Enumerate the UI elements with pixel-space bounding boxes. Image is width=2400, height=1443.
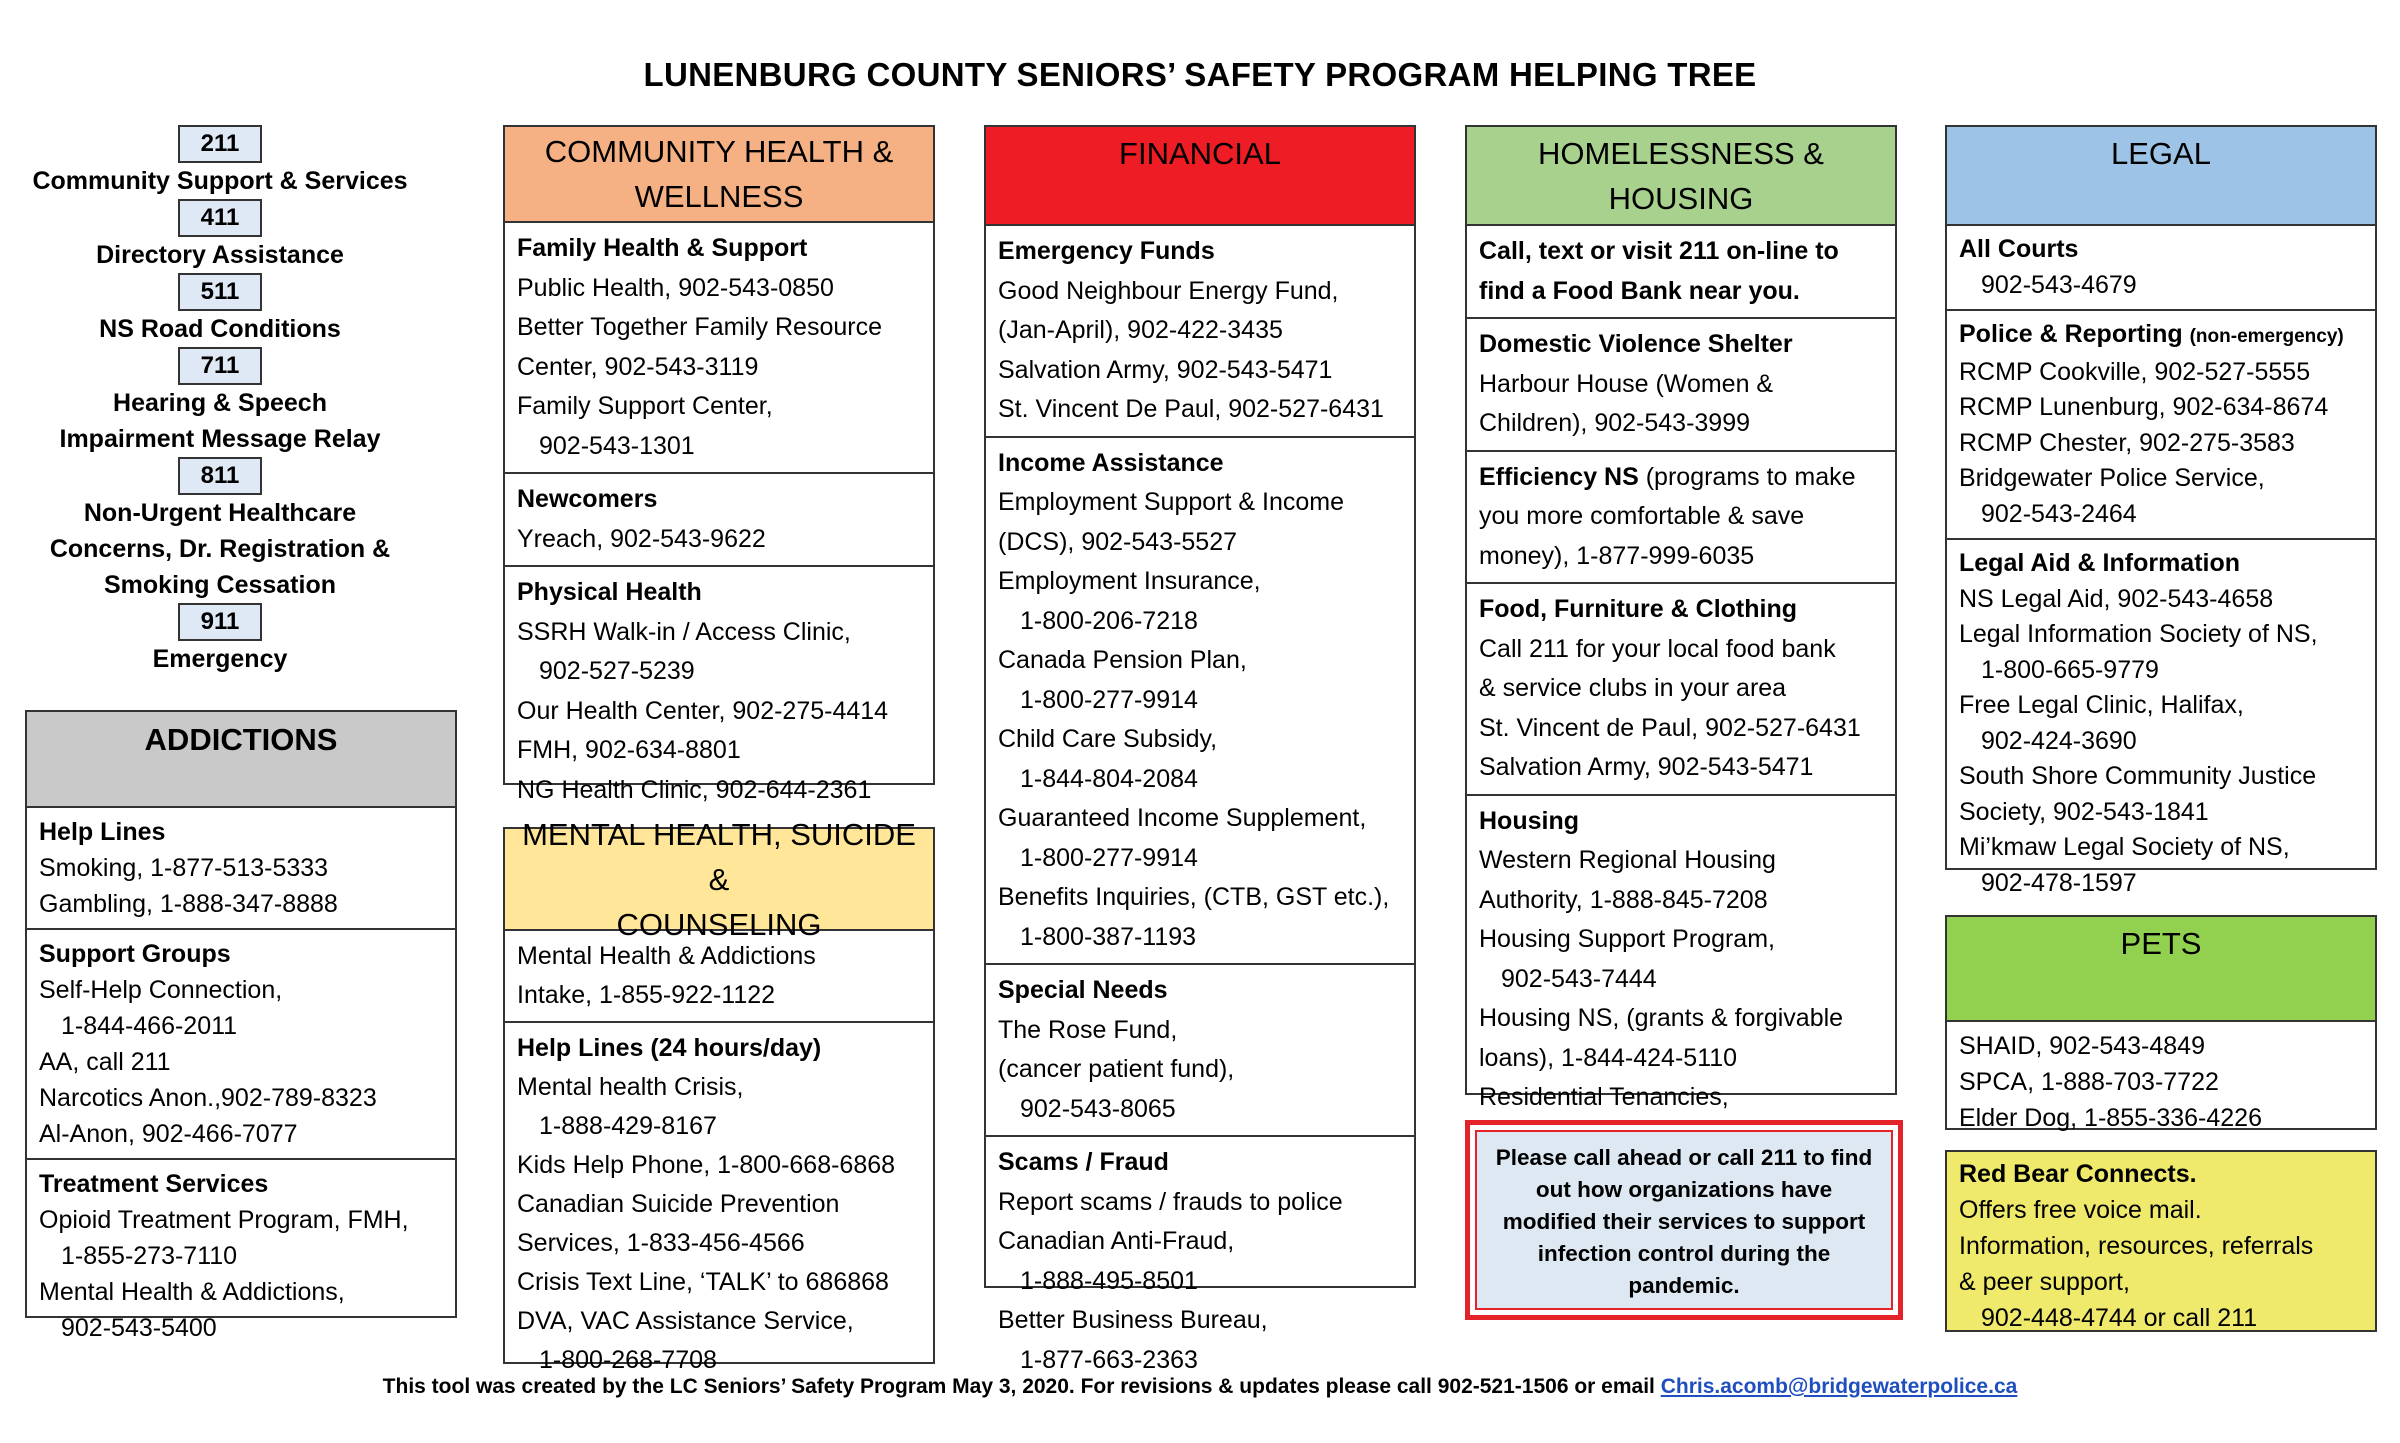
legal-section-line: 902-478-1597 [1981,868,2137,897]
community_health-section-line: Yreach, 902-543-9622 [517,524,766,553]
community_health-title-line: COMMUNITY HEALTH & [544,134,894,169]
mental_health-section-line: Kids Help Phone, 1-800-668-6868 [517,1151,896,1179]
legal-section [1947,311,2375,540]
financial-section-heading [998,232,1402,272]
community_health-section-heading [517,480,921,520]
phone-code-number: 511 [178,273,262,311]
financial-section-line: Salvation Army, 902-543-5471 [998,355,1333,384]
housing-section-line: Children), 902-543-3999 [1479,409,1751,437]
phone-code-description: Non-Urgent Healthcare [83,499,357,527]
mental_health-section-line: Canadian Suicide Prevention [517,1190,840,1218]
mental_health-section-line: Intake, 1-855-922-1122 [517,981,776,1009]
legal-section-line: 1-800-665-9779 [1981,655,2159,684]
housing-section-line: Housing Support Program, [1479,925,1775,953]
pets-box [1945,915,2377,1130]
addictions-section-line: 1-844-466-2011 [61,1012,238,1040]
phone-code-number: 911 [178,603,262,641]
financial-section-line: Guaranteed Income Supplement, [998,804,1367,832]
community-health-header [505,127,933,223]
financial-box [984,125,1416,1374]
financial-section-heading-text: Special Needs [998,976,1168,1004]
addictions-section-heading [39,936,443,972]
legal-section-line: Bridgewater Police Service, [1959,464,2265,492]
phone-code-description: Smoking Cessation [104,571,336,599]
financial-section-heading [998,1143,1402,1183]
addictions-section [27,930,455,1160]
financial-section-line: (DCS), 902-543-5527 [998,527,1238,556]
addictions-section-line: AA, call 211 [39,1048,171,1076]
financial-section-line: 1-800-387-1193 [1020,922,1197,951]
housing-section [1467,584,1895,796]
red-bear-line: Offers free voice mail. [1959,1196,2202,1224]
housing-section-heading [1479,325,1883,365]
community_health-section-heading-text: Physical Health [517,578,702,606]
addictions-section-line: Al-Anon, 902-466-7077 [39,1120,298,1148]
housing-section-heading-text: Efficiency NS [1479,462,1639,491]
community_health-section [505,474,933,567]
addictions-section-heading [39,1166,443,1202]
community_health-section-heading [517,229,921,269]
addictions-section-heading-text: Help Lines [39,818,166,846]
footer-text: This tool was created by the LC Seniors’ Safety Program May 3, 2020. For revisions & updates please call 902-521-1506 or email [382,1375,1655,1398]
phone-code-entry [0,199,440,273]
legal-section [1947,540,2375,907]
housing-section-line: Western Regional Housing [1479,846,1776,874]
addictions-box [25,710,457,1342]
addictions-section [27,808,455,930]
pandemic-notice-text: Please call ahead or call 211 to find out how organizations have modified their services to support infection control during the pandemic. [1475,1130,1893,1310]
financial-section [986,226,1414,438]
phone-code-description: Community Support & Services [32,167,408,195]
phone-code-entry [0,347,440,457]
housing-header [1467,127,1895,226]
mental_health-section-line: Mental health Crisis, [517,1073,744,1101]
financial-section-line: Employment Insurance, [998,567,1261,595]
legal-section-note: (non-emergency) [2189,326,2344,347]
community-health-box [503,125,935,804]
financial-header [986,127,1414,226]
legal-section-line: Legal Information Society of NS, [1959,620,2318,648]
phone-code-description: NS Road Conditions [99,315,341,343]
financial-section [986,965,1414,1137]
phone-code-number: 211 [178,125,262,163]
community_health-section-heading-text: Newcomers [517,485,658,513]
footer [0,1375,2400,1399]
housing-section-heading-text: Call, text or visit 211 on-line to find a Food Bank near you. [1479,237,1839,305]
housing-section-line: Housing NS, (grants & forgivable [1479,1004,1844,1032]
financial-section-line: 902-543-8065 [1020,1094,1176,1123]
mental-health-box [503,816,935,1374]
addictions-section-heading-text: Treatment Services [39,1170,269,1198]
legal-header [1947,127,2375,226]
financial-section-line: 1-877-663-2363 [1020,1345,1198,1374]
financial-section-line: 1-888-495-8501 [1020,1266,1198,1295]
pets-section-line: SPCA, 1-888-703-7722 [1959,1068,2219,1096]
legal-section-line: NS Legal Aid, 902-543-4658 [1959,584,2274,613]
phone-code-entry [0,603,440,677]
community_health-section-line: FMH, 902-634-8801 [517,736,741,764]
phone-code-description: Impairment Message Relay [59,425,381,453]
housing-title-line: HOMELESSNESS & [1538,135,1824,171]
mental_health-section [505,1023,933,1386]
red-bear-line: & peer support, [1959,1268,2130,1296]
phone-code-number: 811 [178,457,262,495]
financial-section-line: 1-844-804-2084 [1020,764,1198,793]
legal-section-line: South Shore Community Justice [1959,762,2317,790]
financial-section-line: (cancer patient fund), [998,1055,1235,1083]
housing-section-heading [1479,590,1883,630]
red-bear-box [1945,1150,2377,1332]
legal-section-line: 902-543-2464 [1981,499,2137,528]
addictions-section [27,1160,455,1352]
financial-section-line: Child Care Subsidy, [998,725,1218,753]
community_health-section-heading-text: Family Health & Support [517,234,808,262]
mental_health-section-heading [517,1029,921,1068]
legal-section-line: 902-424-3690 [1981,726,2137,755]
financial-section-line: Good Neighbour Energy Fund, [998,276,1339,305]
housing-section-heading [1479,802,1883,842]
community_health-section [505,223,933,474]
housing-section-heading-text: Housing [1479,806,1579,835]
financial-section-line: Better Business Bureau, [998,1306,1268,1334]
phone-code-number: 711 [178,347,262,385]
financial-section-line: Report scams / frauds to police [998,1187,1343,1216]
pets-section [1947,1022,2375,1142]
legal-section-heading-text: Police & Reporting [1959,320,2183,348]
phone-code-description: Concerns, Dr. Registration & [49,535,391,563]
financial-section-heading [998,444,1402,484]
housing-section-line: loans), 1-844-424-5110 [1479,1043,1738,1072]
pets-section-line: SHAID, 902-543-4849 [1959,1032,2205,1060]
mental-health-header [505,816,933,942]
housing-section-line: Salvation Army, 902-543-5471 [1479,753,1814,781]
legal-section-heading-text: All Courts [1959,235,2079,263]
mental_health-section-line: Crisis Text Line, ‘TALK’ to 686868 [517,1268,889,1296]
financial-section-line: 1-800-277-9914 [1020,843,1198,872]
pandemic-notice [1465,1120,1903,1320]
community_health-section-line: 902-543-1301 [539,431,695,460]
phone-code-description: Emergency [152,645,288,673]
pets-section-line: Elder Dog, 1-855-336-4226 [1959,1104,2262,1132]
legal-title-line: LEGAL [2111,136,2211,171]
financial-section-line: St. Vincent De Paul, 902-527-6431 [998,395,1384,423]
community_health-section-line: Family Support Center, [517,392,773,420]
addictions-section-line: Self-Help Connection, [39,976,283,1004]
housing-section-line: (programs to make [1645,462,1856,491]
housing-section-line: you more comfortable & save [1479,502,1805,530]
mental_health-section-line: 1-800-268-7708 [539,1346,717,1374]
financial-section-heading-text: Emergency Funds [998,237,1215,265]
mental_health-title-line: MENTAL HEALTH, SUICIDE & [522,816,916,897]
housing-section [1467,452,1895,585]
legal-section-line: Society, 902-543-1841 [1959,797,2209,826]
financial-section-line: The Rose Fund, [998,1015,1178,1044]
legal-section-heading-text: Legal Aid & Information [1959,549,2241,577]
legal-section-heading [1959,232,2363,268]
addictions-header [27,712,455,808]
housing-section [1467,319,1895,452]
financial-title-line: FINANCIAL [1119,136,1281,171]
community_health-section-line: Our Health Center, 902-275-4414 [517,696,889,725]
housing-section-line: Call 211 for your local food bank [1479,634,1836,663]
legal-section-line: Mi’kmaw Legal Society of NS, [1959,833,2290,861]
housing-section-heading [1479,458,1883,498]
mental_health-title-line: COUNSELING [616,906,822,942]
red-bear-line: Information, resources, referrals [1959,1232,2314,1260]
housing-title-line: HOUSING [1608,180,1754,216]
financial-section-heading-text: Scams / Fraud [998,1148,1169,1176]
legal-section-line: Free Legal Clinic, Halifax, [1959,691,2244,719]
pets-title-line: PETS [2120,926,2202,961]
legal-section-heading [1959,317,2363,355]
housing-section-heading [1479,232,1883,311]
phone-codes-list [0,125,440,677]
phone-code-entry [0,125,440,199]
community_health-section-line: SSRH Walk-in / Access Clinic, [517,617,851,646]
housing-section [1467,796,1895,1164]
financial-section-line: Canadian Anti-Fraud, [998,1227,1235,1255]
addictions-section-line: Narcotics Anon.,902-789-8323 [39,1084,377,1112]
legal-section-line: RCMP Chester, 902-275-3583 [1959,428,2295,457]
housing-section-line: Residential Tenancies, [1479,1083,1729,1111]
phone-code-description: Hearing & Speech [113,389,327,417]
housing-section-line: money), 1-877-999-6035 [1479,541,1755,570]
addictions-section-line: 902-543-5400 [61,1314,217,1342]
mental_health-section-heading-text: Help Lines (24 hours/day) [517,1034,822,1062]
addictions-section-line: Opioid Treatment Program, FMH, [39,1206,409,1234]
legal-section-line: RCMP Lunenburg, 902-634-8674 [1959,393,2329,421]
community_health-section [505,567,933,816]
addictions-section-line: Mental Health & Addictions, [39,1278,345,1306]
footer-email-link[interactable]: Chris.acomb@bridgewaterpolice.ca [1660,1375,2018,1398]
mental_health-section-line: Services, 1-833-456-4566 [517,1229,805,1257]
financial-section-heading-text: Income Assistance [998,448,1224,477]
financial-section [986,438,1414,966]
financial-section-line: Benefits Inquiries, (CTB, GST etc.), [998,883,1390,911]
community_health-section-line: Better Together Family Resource [517,313,882,341]
community_health-section-line: 902-527-5239 [539,657,695,685]
red-bear-heading: Red Bear Connects. [1959,1160,2197,1188]
phone-code-entry [0,273,440,347]
legal-box [1945,125,2377,897]
housing-section-line: & service clubs in your area [1479,674,1787,702]
housing-section-heading-text: Domestic Violence Shelter [1479,330,1793,358]
addictions-section-line: 1-855-273-7110 [61,1242,238,1270]
mental_health-section-line: Mental Health & Addictions [517,942,816,970]
financial-section [986,1137,1414,1386]
page-title: LUNENBURG COUNTY SENIORS’ SAFETY PROGRAM HELPING TREE [643,56,1757,93]
legal-section-line: 902-543-4679 [1981,270,2137,299]
financial-section-heading [998,971,1402,1011]
addictions-section-line: Smoking, 1-877-513-5333 [39,854,329,882]
community_health-section-line: Center, 902-543-3119 [517,352,759,381]
housing-section-line: Authority, 1-888-845-7208 [1479,885,1768,914]
community_health-section-heading [517,573,921,613]
legal-section-heading [1959,546,2363,582]
housing-section-line: St. Vincent de Paul, 902-527-6431 [1479,713,1861,742]
pets-header [1947,917,2375,1022]
phone-code-number: 411 [178,199,262,237]
housing-section [1467,226,1895,319]
phone-code-description: Directory Assistance [96,241,344,269]
mental_health-section-line: DVA, VAC Assistance Service, [517,1307,854,1335]
financial-section-line: 1-800-206-7218 [1020,606,1198,635]
financial-section-line: 1-800-277-9914 [1020,685,1198,714]
housing-section-line: 902-543-7444 [1501,964,1657,993]
financial-section-line: Employment Support & Income [998,488,1344,516]
legal-section [1947,226,2375,311]
addictions-title: ADDICTIONS [144,722,338,757]
community_health-section-line: NG Health Clinic, 902-644-2361 [517,775,872,804]
housing-section-heading-text: Food, Furniture & Clothing [1479,595,1797,623]
housing-box [1465,125,1897,1111]
financial-section-line: (Jan-April), 902-422-3435 [998,316,1283,344]
addictions-section-heading-text: Support Groups [39,940,231,968]
red-bear-line: 902-448-4744 or call 211 [1981,1304,2258,1332]
addictions-section-line: Gambling, 1-888-347-8888 [39,890,338,918]
mental_health-section [505,931,933,1023]
mental_health-section-line: 1-888-429-8167 [539,1112,717,1140]
community_health-section-line: Public Health, 902-543-0850 [517,273,834,302]
community_health-title-line: WELLNESS [634,179,804,214]
housing-section-line: Harbour House (Women & [1479,369,1774,398]
phone-code-entry [0,457,440,603]
addictions-section-heading [39,814,443,850]
legal-section-line: RCMP Cookville, 902-527-5555 [1959,357,2311,386]
financial-section-line: Canada Pension Plan, [998,646,1247,674]
